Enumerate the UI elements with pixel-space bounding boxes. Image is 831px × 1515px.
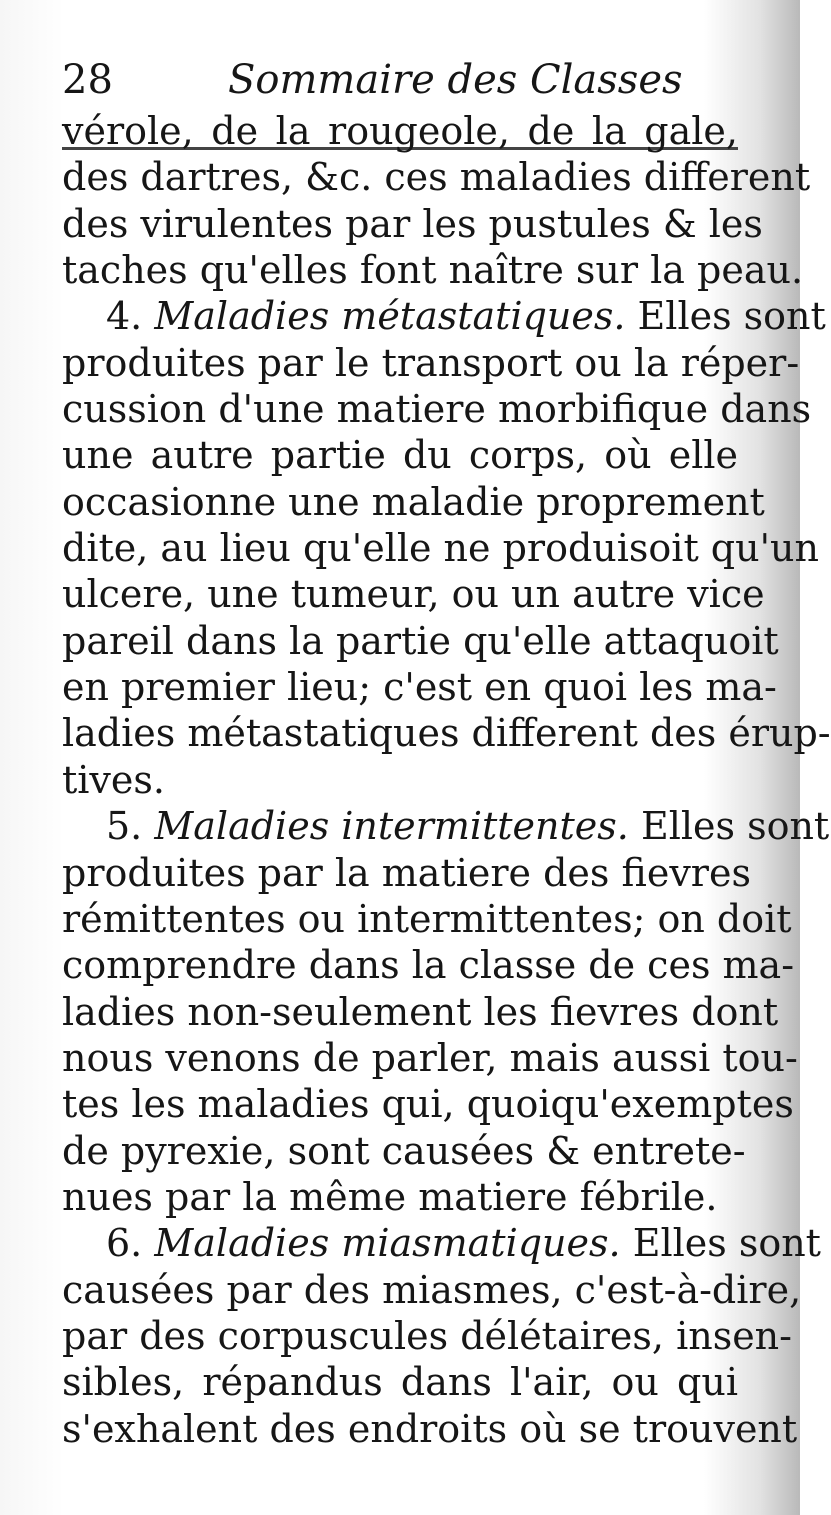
text-line: pareil dans la partie qu'elle attaquoit bbox=[62, 618, 779, 663]
text-line: cussion d'une matiere morbifique dans bbox=[62, 387, 812, 432]
text-line: ladies métastatiques different des érup- bbox=[62, 711, 831, 756]
text-line: par des corpuscules délétaires, insen- bbox=[62, 1313, 792, 1358]
paragraph-number: 6. bbox=[106, 1221, 143, 1266]
text-line: s'exhalent des endroits où se trouvent bbox=[62, 1406, 798, 1451]
text-line: ladies non-seulement les fievres dont bbox=[62, 989, 779, 1034]
section-title: Maladies intermittentes. bbox=[154, 804, 629, 849]
section-title: Maladies métastatiques. bbox=[154, 294, 626, 339]
section-title: Maladies miasmatiques. bbox=[154, 1221, 621, 1266]
paragraph-number: 5. bbox=[106, 804, 143, 849]
text-line: rémittentes ou intermittentes; on doit bbox=[62, 896, 792, 941]
text-line: une autre partie du corps, où elle bbox=[62, 433, 738, 478]
text-line: causées par des miasmes, c'est-à-dire, bbox=[62, 1267, 802, 1312]
text-line: nues par la même matiere fébrile. bbox=[62, 1174, 718, 1219]
page-number: 28 bbox=[62, 57, 113, 103]
running-title: Sommaire des Classes bbox=[228, 57, 683, 103]
text-line: nous venons de parler, mais aussi tou- bbox=[62, 1035, 798, 1080]
text-line: dite, au lieu qu'elle ne produisoit qu'un bbox=[62, 526, 819, 571]
text-line: produites par le transport ou la réper- bbox=[62, 340, 800, 385]
text-line: produites par la matiere des fievres bbox=[62, 850, 751, 895]
line-text: Elles sont bbox=[632, 1221, 821, 1266]
line-text: Elles sont bbox=[640, 804, 830, 849]
text-line: comprendre dans la classe de ces ma- bbox=[62, 943, 795, 988]
text-line: sibles, répandus dans l'air, ou qui bbox=[62, 1360, 738, 1405]
paragraph-start-line bbox=[62, 803, 830, 849]
text-line: des dartres, &c. ces maladies different bbox=[62, 155, 811, 200]
text-line: ulcere, une tumeur, ou un autre vice bbox=[62, 572, 765, 617]
text-line: vérole, de la rougeole, de la gale, bbox=[62, 109, 738, 153]
body-text bbox=[62, 108, 831, 1452]
text-line: tives. bbox=[62, 757, 165, 802]
paragraph-start-line bbox=[62, 293, 826, 339]
paragraph-start-line bbox=[62, 1220, 821, 1266]
text-line: en premier lieu; c'est en quoi les ma- bbox=[62, 665, 777, 710]
text-line: tes les maladies qui, quoiqu'exemptes bbox=[62, 1082, 794, 1127]
paragraph-number: 4. bbox=[106, 294, 143, 339]
text-line: de pyrexie, sont causées & entrete- bbox=[62, 1128, 746, 1173]
page-header bbox=[62, 52, 702, 108]
text-line: occasionne une maladie proprement bbox=[62, 479, 765, 524]
text-line: des virulentes par les pustules & les bbox=[62, 201, 763, 246]
line-text: Elles sont bbox=[637, 294, 826, 339]
text-line: taches qu'elles font naître sur la peau. bbox=[62, 248, 804, 293]
